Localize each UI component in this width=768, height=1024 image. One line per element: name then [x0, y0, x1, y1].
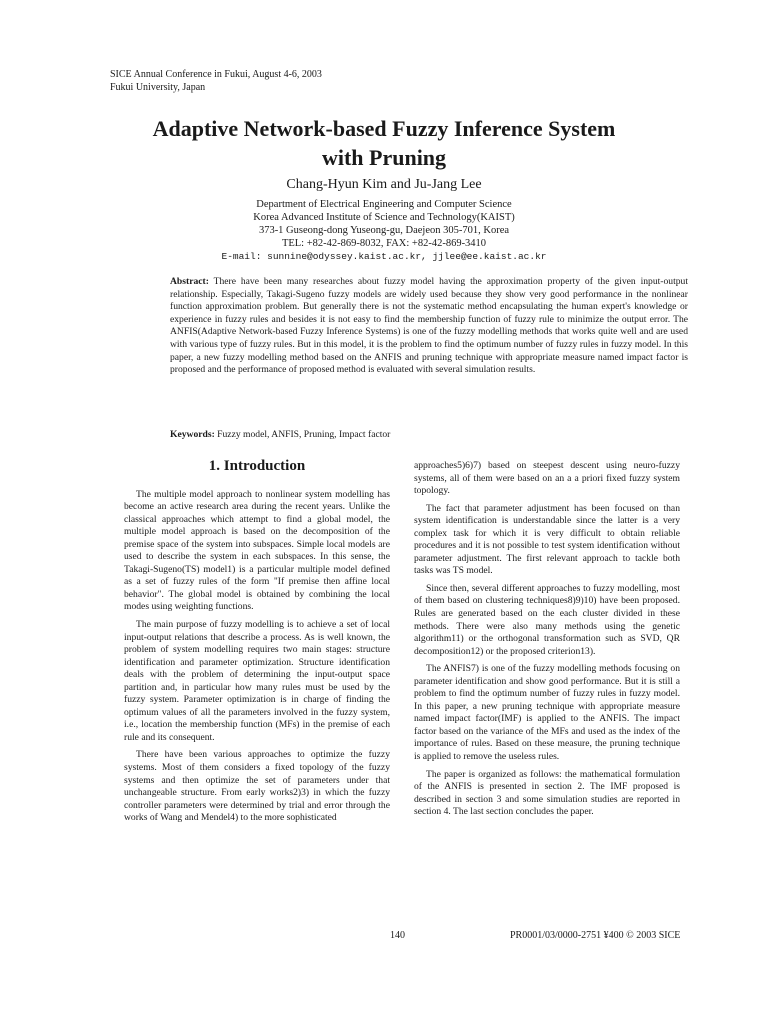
paragraph: The paper is organized as follows: the mathematical formulation of the ANFIS is presented in section 2. The IMF proposed is described in section 3 and some simulation studies are reported in section 4. The last section concludes the paper.: [414, 768, 680, 818]
paragraph: There have been various approaches to optimize the fuzzy systems. Most of them considers a fixed topology of the fuzzy systems and then optimize the set of parameters under that unchangeable structure. From early works2)3) in which the fuzzy controller parameters were determined by trial and error through the works of Wang and Mendel4) to the more sophisticated: [124, 749, 390, 824]
affiliation-email: [0, 250, 768, 263]
paragraph: The ANFIS7) is one of the fuzzy modelling methods focusing on parameter identification and show good performance. But it is still a problem to find the optimum number of fuzzy rules in fuzzy model. In this paper, a new pruning technique with appropriate measure named impact factor(IMF) is applied to the ANFIS. The impact factor based on the variance of the MFs and used as the index of the importance of rules. Based on these measure, the pruning technique is applied to remove the useless rules.: [414, 663, 680, 763]
abstract: [170, 276, 688, 377]
section-heading: 1. Introduction: [208, 458, 306, 474]
title-line-2: with Pruning: [321, 145, 447, 170]
conference-line: SICE Annual Conference in Fukui, August 4-6, 2003: [110, 69, 322, 80]
affiliation-institute: Korea Advanced Institute of Science and Technology(KAIST): [253, 212, 515, 223]
affiliation-address: 373-1 Guseong-dong Yuseong-gu, Daejeon 305-701, Korea: [258, 225, 510, 236]
email-addresses[interactable]: sunnine@odyssey.kaist.ac.kr, jjlee@ee.kaist.ac.kr: [267, 251, 547, 262]
keywords-text: Fuzzy model, ANFIS, Pruning, Impact factor: [217, 429, 391, 440]
affiliation-department: Department of Electrical Engineering and Computer Science: [256, 199, 512, 210]
affiliation-block: [0, 198, 768, 263]
email-label: E-mail:: [221, 251, 262, 262]
keywords-label: Keywords:: [170, 429, 215, 440]
paper-authors: Chang-Hyun Kim and Ju-Jang Lee: [286, 177, 482, 192]
paragraph: The multiple model approach to nonlinear system modelling has become an active research area during the recent years. Unlike the classical approaches which attempt to find a global model, the multiple model approach is based on the decomposition of the premise space of the system into subspaces. Simple local models are used to describe the system in each subspaces. In this sense, the Takagi-Sugeno(TS) model1) is a particular multiple model defined as a set of fuzzy rules of the form "If premise then affine local behavior". The global model is obtained by combining the local modes using weighting functions.: [124, 488, 390, 613]
abstract-label: Abstract:: [170, 276, 209, 287]
paragraph: Since then, several different approaches to fuzzy modelling, most of them based on clustering techniques8)9)10) have been proposed. Rules are generated based on the each cluster divided in these methods. There were also many methods using the genetic algorithm11) or the orthogonal transformation such as SVD, QR decomposition12) or the proposed criterion13).: [414, 582, 680, 657]
abstract-text: There have been many researches about fuzzy model having the approximation property of the given input-output relationship. Especially, Takagi-Sugeno fuzzy models are widely used because they show very good performance in the nonlinear function approximation problem. But generally there is not the systematic method encapsulating the human expert's knowledge or experience in fuzzy rules and besides it is not easy to find the membership function of fuzzy rule to minimize the output error. The ANFIS(Adaptive Network-based Fuzzy Inference Systems) is one of the fuzzy modelling methods that works quite well and are used with various type of fuzzy rules. But in this model, it is the problem to find the optimum number of fuzzy rules in fuzzy model. In this paper, a new fuzzy modelling method based on the ANFIS and pruning technique with appropriate measure named impact factor is proposed and the performance of proposed method is evaluated with several simulation results.: [170, 276, 688, 376]
right-column: [414, 460, 680, 824]
title-line-1: Adaptive Network-based Fuzzy Inference System: [152, 116, 616, 141]
conference-info: [110, 68, 322, 94]
copyright-code: PR0001/03/0000-2751 ¥400 © 2003 SICE: [510, 930, 681, 941]
conference-venue: Fukui University, Japan: [110, 82, 206, 93]
keywords: [170, 429, 688, 440]
paper-title: [0, 114, 768, 172]
left-column: [124, 460, 390, 830]
page-number: 140: [390, 930, 405, 941]
affiliation-phone: TEL: +82-42-869-8032, FAX: +82-42-869-3410: [281, 238, 487, 249]
paragraph: The main purpose of fuzzy modelling is to achieve a set of local input-output relations that describe a process. As is well known, the problem of system modelling requires two main stages: structure identification and parameter optimization. Structure identification deals with the problem of determining the input-output space partition and, in particular how many rules must be used by the fuzzy system. Parameter optimization is in charge of finding the optimum values of all the parameters involved in the fuzzy system, i.e., location the membership function (MFs) in the premise of each rule and its consequent.: [124, 619, 390, 743]
paragraph: approaches5)6)7) based on steepest descent using neuro-fuzzy systems, all of them were based on an a a priori fixed fuzzy system topology.: [414, 460, 680, 497]
paragraph: The fact that parameter adjustment has been focused on than system identification is understandable since the latter is a very complex task for which it is very difficult to obtain reliable procedures and it is not possible to test system identification without parameter adjustment. The first relevant approach to tackle both tasks was TS model.: [414, 502, 680, 577]
